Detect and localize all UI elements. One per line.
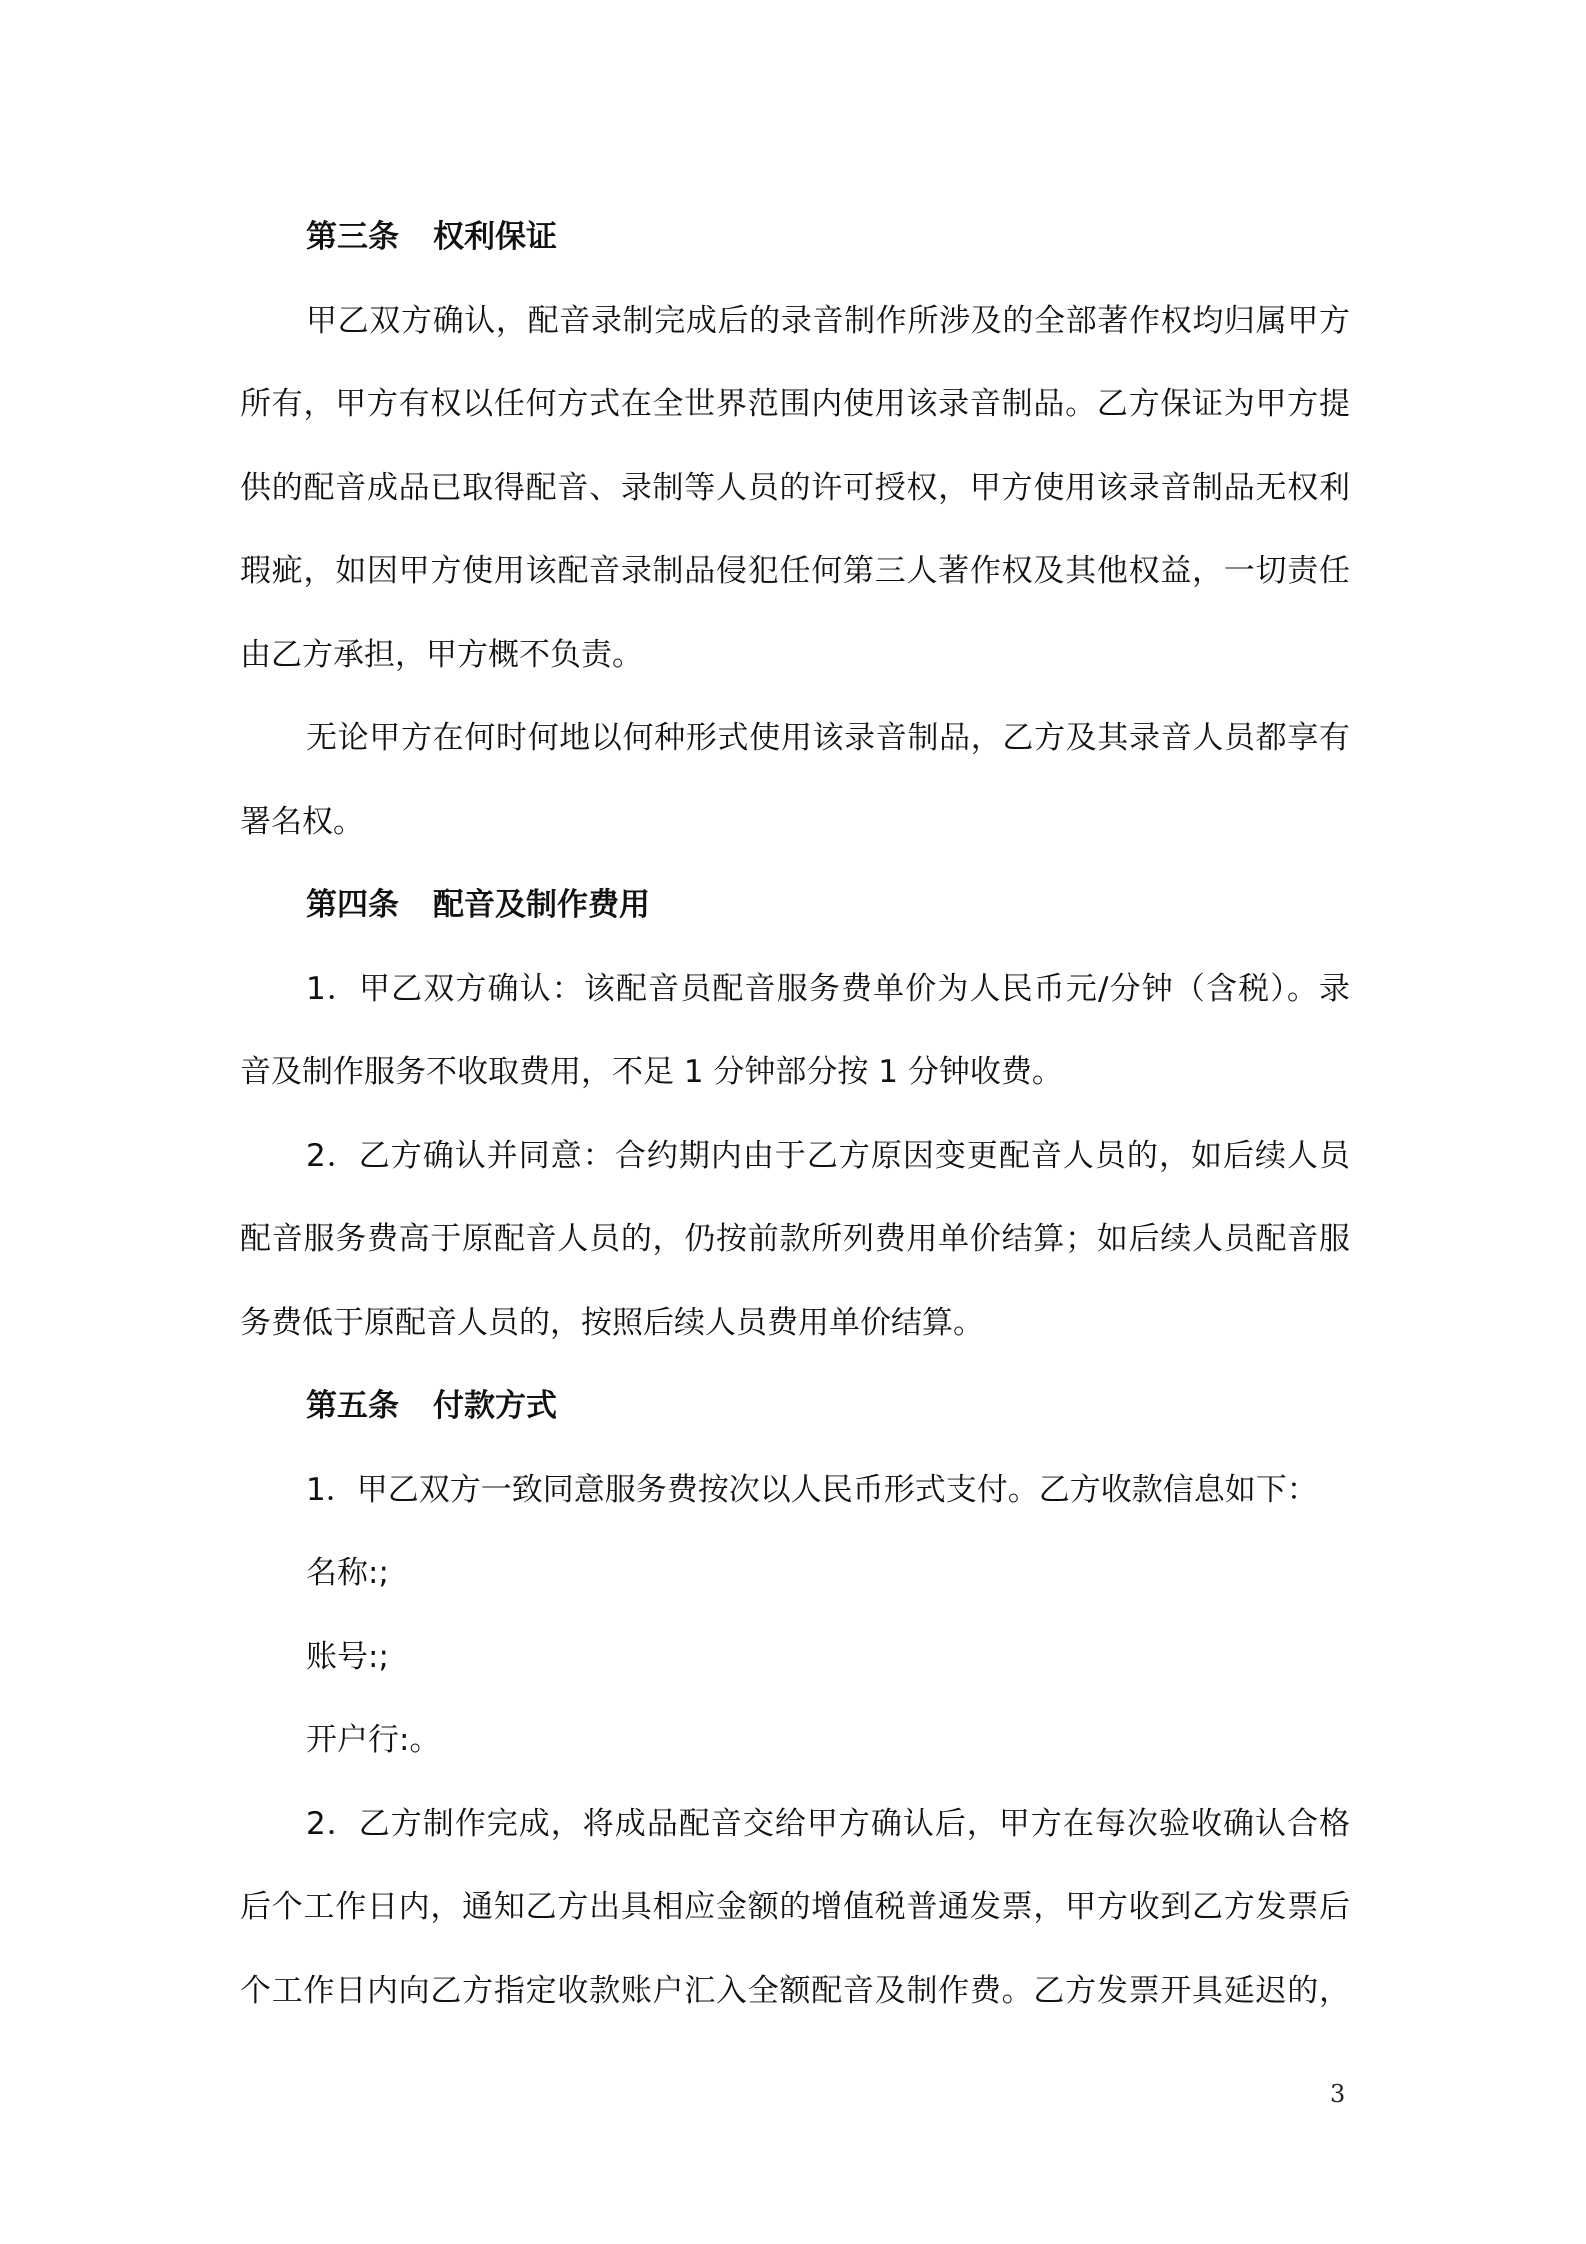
bank-line: 开户行:。 (306, 1722, 441, 1758)
article3-p1-line: 瑕疵，如因甲方使用该配音录制品侵犯任何第三人著作权及其他权益，一切责任 (240, 553, 1350, 589)
article4-heading (240, 864, 1350, 948)
article5-item2-line: 2．乙方制作完成，将成品配音交给甲方确认后，甲方在每次验收确认合格 (306, 1805, 1350, 1842)
article5-title: 付款方式 (433, 1388, 557, 1424)
account-number-line: 账号:; (306, 1638, 389, 1675)
article3-number: 第三条 (306, 219, 399, 255)
article5-number: 第五条 (306, 1388, 399, 1424)
article4-item1-line: 1．甲乙双方确认：该配音员配音服务费单价为人民币元/分钟（含税）。录 (306, 970, 1350, 1007)
article5-item1-line: 1．甲乙双方一致同意服务费按次以人民币形式支付。乙方收款信息如下： (306, 1471, 1318, 1508)
page-number: 3 (1330, 2080, 1346, 2108)
article3-heading (240, 196, 1350, 280)
article4-item2-line: 配音服务费高于原配音人员的，仍按前款所列费用单价结算；如后续人员配音服 (240, 1221, 1350, 1257)
article3-p1-line: 供的配音成品已取得配音、录制等人员的许可授权，甲方使用该录音制品无权利 (240, 469, 1350, 506)
article3-p1-line: 所有，甲方有权以任何方式在全世界范围内使用该录音制品。乙方保证为甲方提 (240, 386, 1350, 422)
document-body (240, 196, 1350, 2033)
account-name-line: 名称:; (306, 1555, 389, 1591)
article4-item2-line: 务费低于原配音人员的，按照后续人员费用单价结算。 (240, 1304, 984, 1341)
article4-title: 配音及制作费用 (433, 887, 650, 923)
article4-number: 第四条 (306, 887, 399, 923)
article4-item2-line: 2．乙方确认并同意：合约期内由于乙方原因变更配音人员的，如后续人员 (306, 1137, 1350, 1174)
article3-p1-line: 甲乙双方确认，配音录制完成后的录音制作所涉及的全部著作权均归属甲方 (306, 302, 1350, 339)
article3-p1-line: 由乙方承担，甲方概不负责。 (240, 636, 643, 673)
article5-item2-line: 后个工作日内，通知乙方出具相应金额的增值税普通发票，甲方收到乙方发票后 (240, 1889, 1350, 1925)
article5-item2-line: 个工作日内向乙方指定收款账户汇入全额配音及制作费。乙方发票开具延迟的， (240, 1972, 1350, 2009)
article3-p2-line: 署名权。 (240, 803, 364, 840)
article4-item1-line: 音及制作服务不收取费用，不足 1 分钟部分按 1 分钟收费。 (240, 1054, 1063, 1090)
article3-p2-line: 无论甲方在何时何地以何种形式使用该录音制品，乙方及其录音人员都享有 (306, 720, 1350, 756)
article3-title: 权利保证 (433, 219, 557, 255)
article5-heading (240, 1365, 1350, 1449)
